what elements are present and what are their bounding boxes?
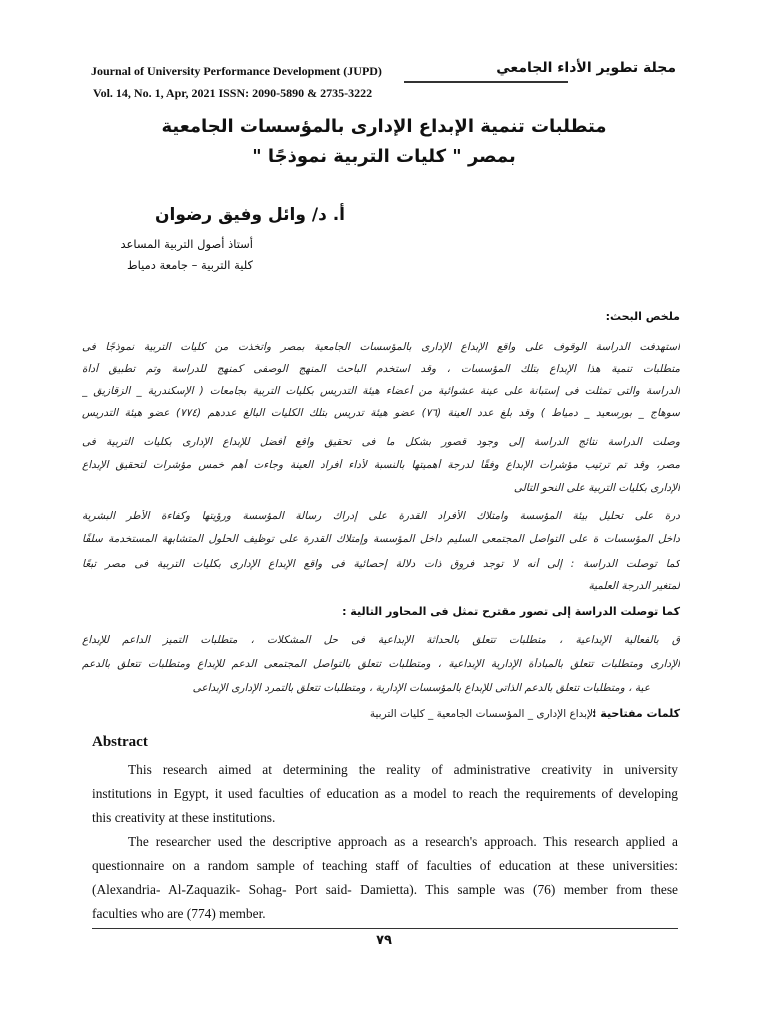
author-name: أ. د/ وائل وفيق رضوان xyxy=(154,205,345,225)
arabic-abstract-line: درة على تحليل بيئة المؤسسة وامتلاك الأفراد القدرة على إدراك رسالة المؤسسة ورؤيتها وكفاءة الأطر البشرية xyxy=(82,510,680,522)
header-divider xyxy=(404,81,568,83)
journal-name-en: Journal of University Performance Development (JUPD) xyxy=(91,64,382,78)
abstract-line: (Alexandria- Al-Zaquazik- Sohag- Port said- Damietta). This sample was (76) member from these xyxy=(92,882,678,897)
journal-name-ar: مجلة تطوير الأداء الجامعي xyxy=(496,60,676,76)
page-number: ٧٩ xyxy=(376,933,392,948)
author-affiliation: كلية التربية – جامعة دمياط xyxy=(126,258,253,272)
abstract-line: faculties who are (774) member. xyxy=(92,906,266,921)
abstract-line: this creativity at these institutions. xyxy=(92,810,276,825)
keywords-label: كلمات مفتاحية : xyxy=(592,707,680,720)
arabic-abstract-line: داخل المؤسسات ة على التواصل المجتمعى السليم داخل المؤسسة وإمتلاك القدرة على توظيف الحلول المتشابهة المستخدمة سلفًا xyxy=(82,533,680,545)
abstract-line: questionnaire on a random sample of teaching staff of faculties of education at these universities: xyxy=(92,858,678,873)
arabic-abstract-line: كما توصلت الدراسة : إلى أنه لا توجد فروق ذات دلالة إحصائية فى واقع الإبداع الإدارى بكليات التربية فى مصر تبعًا xyxy=(82,558,680,570)
arabic-abstract-line: سوهاج _ بورسعيد _ دمياط ) وقد بلغ عدد العينة (٧٦) عضو هيئة تدريس بتلك الكليات البالغ عددهم (٧٧٤) عضو هيئة التدريس xyxy=(82,407,680,419)
arabic-abstract-heading: ملخص البحث: xyxy=(605,310,680,323)
abstract-line: This research aimed at determining the reality of administrative creativity in university xyxy=(128,762,678,777)
proposal-heading: كما توصلت الدراسة إلى تصور مقترح تمثل فى المحاور التالية : xyxy=(342,605,680,618)
arabic-abstract-line: استهدفت الدراسة الوقوف على واقع الإبداع الإدارى بالمؤسسات الجامعية بمصر واتخذت من كليات التربية نموذجًا فى xyxy=(82,341,680,353)
abstract-heading: Abstract xyxy=(92,734,148,750)
arabic-abstract-line: الدراسة والتى تمثلت فى إستبانة على عينة عشوائية من أعضاء هيئة التدريس بكليات التربية بجامعات ( الإسكندرية _ الزقازيق _ xyxy=(82,385,680,397)
abstract-line: institutions in Egypt, it used faculties of education as a model to reach the requirements of developing xyxy=(92,786,678,801)
author-position: أستاذ أصول التربية المساعد xyxy=(120,237,253,251)
arabic-abstract-line: لمتغير الدرجة العلمية xyxy=(588,580,680,592)
volume-issn: Vol. 14, No. 1, Apr, 2021 ISSN: 2090-5890 & 2735-3222 xyxy=(93,86,373,100)
paper-title-line-2: بمصر " كليات التربية نموذجًا " xyxy=(252,146,516,167)
paper-title-line-1: متطلبات تنمية الإبداع الإدارى بالمؤسسات الجامعية xyxy=(161,116,607,137)
proposal-line: عية ، ومتطلبات تتعلق بالدعم الذاتى للإبداع بالمؤسسات الإدارية ، ومتطلبات تتعلق بالتمرد الإدارى الإبداعى xyxy=(192,682,650,694)
proposal-line: ق بالفعالية الإبداعية ، متطلبات تتعلق بالحداثة الإبداعية فى حل المشكلات ، متطلبات التميز الداعم للإبداع xyxy=(82,634,680,646)
arabic-abstract-line: مصر، وقد تم ترتيب مؤشرات الإبداع وفقًا لدرجة أهميتها بالنسبة لأداء أفراد العينة وجاءت أهم خمس مؤشرات لتحقيق الإبداع xyxy=(82,459,680,471)
arabic-abstract-line: الإدارى بكليات التربية على النحو التالى xyxy=(513,482,680,494)
arabic-abstract-line: متطلبات تنمية هذا الإبداع بتلك المؤسسات ، وقد استخدم الباحث المنهج الوصفى كمنهج للدراسة وتم تطبيق أداة xyxy=(82,363,680,375)
footer-divider xyxy=(92,928,678,929)
proposal-line: الإدارى ومتطلبات تتعلق بالمبادأة الإدارية الإبداعية ، ومتطلبات تتعلق بالتواصل المجتمعى الدعم للإبداع ومتطلبات تتعلق بالدعم xyxy=(82,658,680,670)
abstract-line: The researcher used the descriptive approach as a research's approach. This research applied a xyxy=(128,834,678,849)
keywords-text: الإبداع الإدارى _ المؤسسات الجامعية _ كليات التربية xyxy=(369,708,596,720)
arabic-abstract-line: وصلت الدراسة نتائج الدراسة إلى وجود قصور بشكل ما فى تحقيق واقع أفضل للإبداع الإدارى بكليات التربية فى xyxy=(82,436,680,448)
